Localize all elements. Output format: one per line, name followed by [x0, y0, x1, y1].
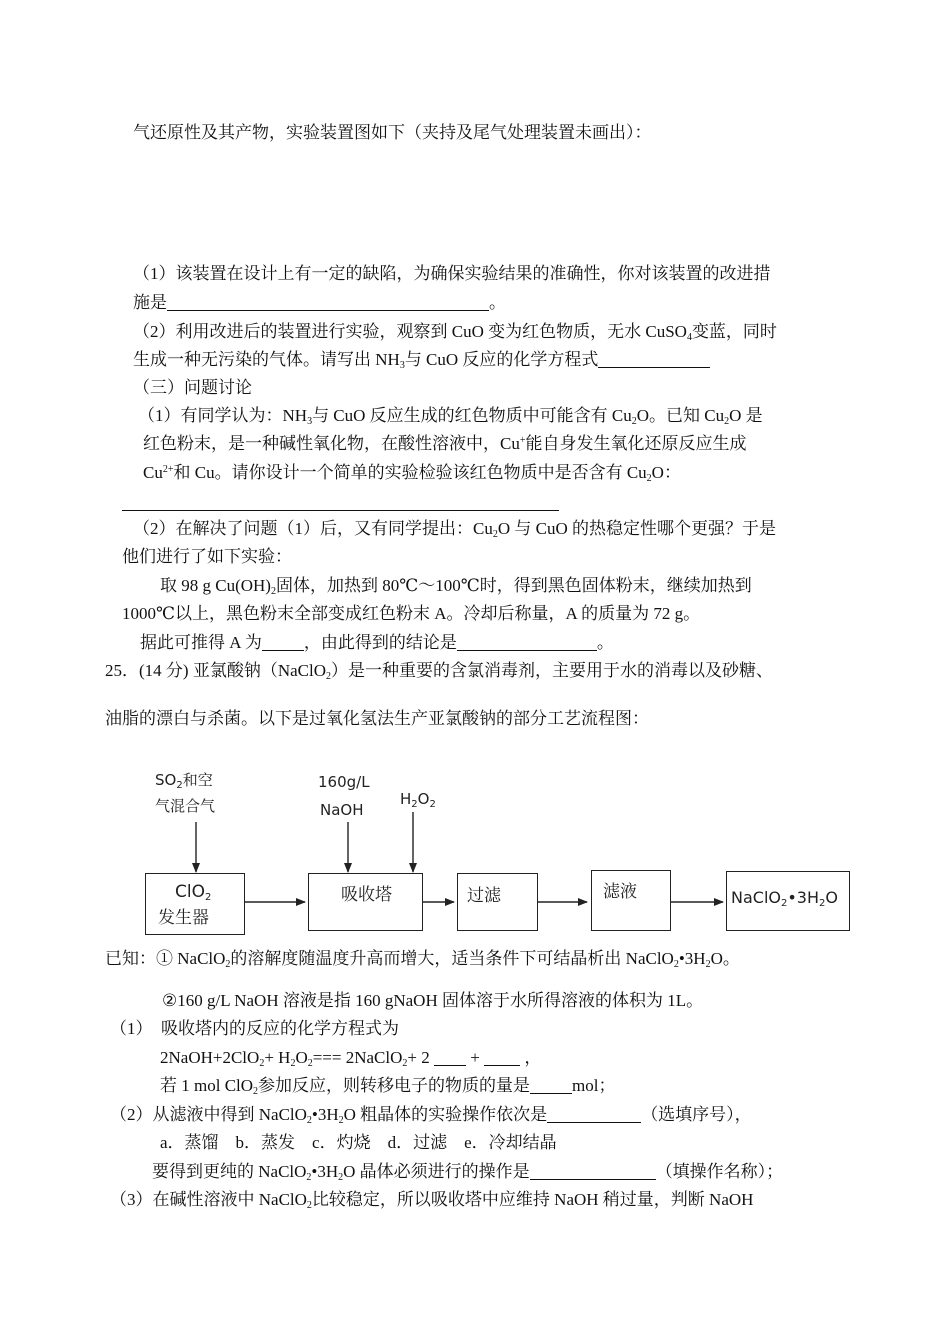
subscript: 2: [705, 959, 711, 970]
text: === 2NaClO: [312, 1048, 403, 1067]
subscript: 2: [306, 1200, 312, 1211]
text: O 晶体必须进行的操作是: [343, 1162, 530, 1181]
text: 1000℃以上，黑色粉末全部变成红色粉末 A。冷却后称量，A 的质量为 72 g。: [122, 604, 701, 623]
text: 固体，加热到 80℃～100℃时，得到黑色固体粉末，继续加热到: [275, 576, 752, 595]
text: 和 Cu。请你设计一个简单的实验检验该红色物质中是否含有 Cu: [173, 463, 647, 482]
answer-blank: [547, 1104, 641, 1123]
subscript: 2: [270, 586, 276, 597]
text: 。: [596, 633, 614, 652]
subscript: 2: [492, 529, 498, 540]
text: 发生器: [158, 908, 209, 928]
subscript: 2: [259, 1058, 265, 1069]
subscript: 2: [306, 1115, 312, 1126]
text: 气混合气: [155, 797, 216, 815]
text: 他们进行了如下实验：: [122, 547, 292, 566]
subscript: 2: [780, 898, 788, 909]
text: （2）在解决了问题（1）后，又有同学提出：Cu: [133, 519, 493, 538]
sub-question-1: [110, 1017, 399, 1041]
text: （1）该装置在设计上有一定的缺陷，为确保实验结果的准确性，你对该装置的改进措: [133, 264, 771, 283]
subscript: 4: [686, 332, 692, 343]
box-label: [467, 884, 501, 908]
text: O: [295, 1048, 308, 1067]
text: 参加反应，则转移电子的物质的量是: [258, 1076, 531, 1095]
text: 油脂的漂白与杀菌。以下是过氧化氢法生产亚氯酸钠的部分工艺流程图：: [105, 709, 649, 728]
box-label: [731, 886, 838, 910]
box-label: [175, 880, 211, 904]
text: 比较稳定，所以吸收塔中应维持 NaOH 稍过量，判断 NaOH: [311, 1190, 754, 1209]
text: ，: [524, 1048, 542, 1067]
box-label: [341, 883, 392, 907]
answer-blank: [530, 1161, 656, 1180]
subscript: 2: [290, 1058, 296, 1069]
text: O。: [710, 949, 740, 968]
text: ）是一种重要的含氯消毒剂，主要用于水的消毒以及砂糖、: [330, 661, 773, 680]
text: NaClO: [731, 888, 781, 907]
text: （选填序号），: [641, 1105, 752, 1124]
subscript: 2: [307, 1058, 313, 1069]
box-label: [603, 880, 637, 904]
subscript: 2: [338, 1115, 344, 1126]
subscript: 2: [176, 780, 183, 791]
text: 要得到更纯的 NaClO: [152, 1162, 307, 1181]
text: 160g/L: [318, 773, 370, 791]
subscript: 2: [325, 671, 331, 682]
text: 红色粉末，是一种碱性氧化物，在酸性溶液中，Cu: [143, 434, 520, 453]
subscript: 2: [819, 898, 826, 909]
text: ClO: [175, 882, 205, 902]
text: •3H: [311, 1162, 339, 1181]
text: 吸收塔: [341, 885, 392, 905]
subscript: 2: [411, 799, 418, 810]
sub-question-2: [110, 1103, 752, 1127]
subscript: 3: [307, 416, 313, 427]
text: •3H: [787, 888, 820, 907]
text: 施是: [133, 293, 167, 312]
text: 据此可推得 A 为: [140, 633, 262, 652]
text: NaOH: [320, 801, 364, 819]
equation: [160, 1046, 541, 1070]
text: Cu: [143, 463, 163, 482]
text: O：: [651, 463, 681, 482]
text: H: [400, 790, 412, 808]
subscript: 2: [306, 1172, 312, 1183]
text: 和空: [182, 771, 213, 789]
text: （2）利用改进后的装置进行实验，观察到 CuO 变为红色物质，无水 CuSO: [133, 322, 687, 341]
sub-question-3: [110, 1188, 753, 1212]
text: 25．(14 分) 亚氯酸钠（NaClO: [105, 661, 326, 680]
text: 2NaOH+2ClO: [160, 1048, 260, 1067]
text: + H: [264, 1048, 291, 1067]
text: （1） 吸收塔内的反应的化学方程式为: [110, 1019, 399, 1038]
text-line: [152, 1160, 783, 1184]
text-line: [160, 1074, 616, 1098]
text: ，由此得到的结论是: [303, 633, 457, 652]
text: + 2: [407, 1048, 430, 1067]
text: 已知：① NaClO: [105, 949, 226, 968]
answer-blank: [530, 1075, 572, 1094]
text: （1）有同学认为：NH: [138, 406, 308, 425]
text: 气还原性及其产物，实验装置图如下（夹持及尾气处理装置未画出）：: [133, 123, 652, 142]
subscript: 2: [631, 416, 637, 427]
text: 取 98 g Cu(OH): [160, 576, 271, 595]
subscript: 2: [253, 1086, 259, 1097]
superscript: 2+: [162, 464, 174, 475]
superscript: +: [519, 435, 526, 446]
answer-blank: [484, 1047, 520, 1066]
text: O: [417, 790, 430, 808]
text: （填操作名称）；: [655, 1162, 784, 1181]
text: 变蓝，同时: [691, 322, 777, 341]
subscript: 2: [429, 799, 436, 810]
subscript: 2: [724, 416, 730, 427]
text: 若 1 mol ClO: [160, 1076, 254, 1095]
subscript: 3: [399, 360, 405, 371]
known-item-2: [162, 989, 703, 1013]
text: （2）从滤液中得到 NaClO: [110, 1105, 307, 1124]
text: 生成一种无污染的气体。请写出 NH: [133, 350, 400, 369]
options-line: [160, 1131, 557, 1155]
text: mol；: [572, 1076, 616, 1095]
text: O: [825, 888, 838, 907]
text: O 与 CuO 的热稳定性哪个更强？于是: [497, 519, 776, 538]
text: （3）在碱性溶液中 NaClO: [110, 1190, 307, 1209]
answer-blank: [434, 1047, 466, 1066]
text: O。已知 Cu: [636, 406, 725, 425]
text: 能自身发生氧化还原反应生成: [525, 434, 747, 453]
text: 与 CuO 反应的化学方程式: [404, 350, 599, 369]
text: •3H: [678, 949, 706, 968]
text: 滤液: [603, 882, 637, 902]
text: O 是: [729, 406, 763, 425]
subscript: 2: [204, 892, 212, 903]
text: 与 CuO 反应生成的红色物质中可能含有 Cu: [312, 406, 632, 425]
subscript: 2: [646, 473, 652, 484]
text: +: [470, 1048, 480, 1067]
subscript: 2: [338, 1172, 344, 1183]
known-item-1: [105, 947, 740, 971]
text: ②160 g/L NaOH 溶液是指 160 gNaOH 固体溶于水所得溶液的体积为 1L。: [162, 991, 704, 1010]
text: SO: [155, 771, 177, 789]
text: （三）问题讨论: [133, 378, 252, 397]
text: 的溶解度随温度升高而增大，适当条件下可结晶析出 NaClO: [230, 949, 674, 968]
text: O 粗晶体的实验操作依次是: [343, 1105, 548, 1124]
text: •3H: [311, 1105, 339, 1124]
text: 过滤: [467, 886, 501, 906]
text: 。: [489, 293, 506, 312]
subscript: 2: [402, 1058, 408, 1069]
subscript: 2: [225, 959, 231, 970]
box-label: [158, 906, 209, 930]
text: a．蒸馏 b．蒸发 c．灼烧 d．过滤 e．冷却结晶: [160, 1133, 557, 1152]
subscript: 2: [673, 959, 679, 970]
